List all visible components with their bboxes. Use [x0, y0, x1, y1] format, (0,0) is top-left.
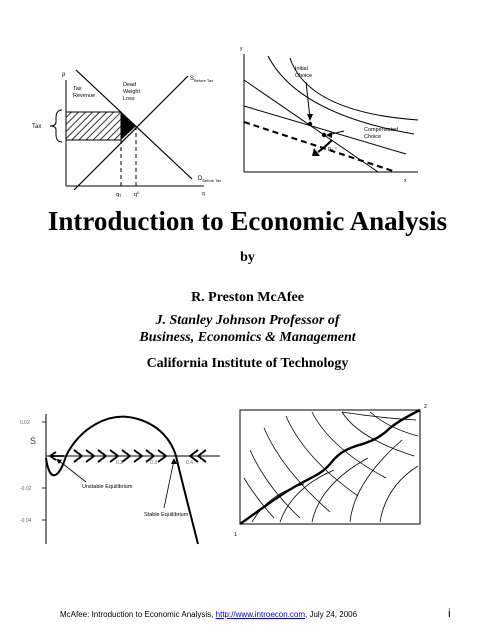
tax-label: Tax	[32, 124, 42, 130]
indiff-axis-x: x	[404, 178, 407, 184]
byline: by	[240, 250, 255, 265]
contract-curve-diagram	[230, 398, 440, 540]
footer-url-link[interactable]: http://www.introecon.com	[215, 610, 306, 619]
footer-prefix: McAfee: Introduction to Economic Analysis,	[60, 610, 214, 619]
contract-label-top: 2	[424, 404, 428, 410]
author-name: R. Preston McAfee	[191, 290, 304, 305]
phase-arrow-left	[50, 452, 64, 460]
tax-revenue-area	[66, 112, 121, 140]
indifference-diagram	[228, 42, 428, 188]
tax-revenue-label-1: Tax	[73, 86, 82, 92]
initial-choice-point	[308, 122, 312, 126]
phase-ytick-top: 0.02	[20, 420, 30, 426]
contract-curve	[240, 410, 420, 524]
indifference-curves-2	[252, 412, 418, 522]
dwl-label-1: Dead	[123, 82, 137, 88]
compensated-choice-point	[322, 133, 326, 137]
dwl-label-2: Weight	[123, 89, 141, 95]
document-title: Introduction to Economic Analysis	[47, 206, 448, 236]
demand-label: $D_{Before Tax}$	[198, 176, 222, 183]
unstable-pointer	[58, 460, 86, 482]
phase-ytick-bot: -0.04	[20, 518, 32, 524]
page-number: i	[448, 606, 451, 620]
compensated-choice-label-2: Choice	[364, 134, 382, 140]
qt-label: qT	[116, 192, 122, 198]
author-position-line-2: Business, Economics & Management	[139, 330, 356, 345]
dwl-label-3: Loss	[123, 96, 135, 102]
phase-xtick-1: 0.2	[116, 460, 123, 466]
initial-choice-arrow	[306, 82, 310, 118]
stable-label: Stable Equilibrium	[144, 512, 189, 518]
phase-ytick-mid: -0.02	[20, 486, 32, 492]
initial-choice-label-2: Choice	[295, 73, 313, 79]
supply-label: $S_{Before Tax}$	[190, 76, 214, 83]
contract-label-bottom: 1	[234, 532, 238, 538]
footer-suffix: , July 24, 2006	[305, 610, 358, 619]
phase-xtick-2: 0.3	[150, 460, 157, 466]
phase-xtick-3: 0.4	[186, 460, 193, 466]
phase-diagram	[20, 412, 220, 544]
initial-choice-label-1: Initial	[295, 66, 308, 72]
tax-diagram	[32, 66, 222, 198]
compensated-choice-label-1: Compensated	[364, 127, 399, 133]
phase-curve	[46, 417, 198, 544]
tax-axis-p: p	[62, 72, 66, 78]
stable-pointer	[164, 460, 174, 508]
qstar-label: $q^0$	[134, 190, 140, 198]
indiff-axis-y: y	[240, 46, 243, 52]
author-position-line-1: J. Stanley Johnson Professor of	[155, 313, 340, 328]
phase-ylabel: Ṡ	[30, 436, 37, 446]
px-arrow-label: px ↑	[328, 146, 338, 152]
institution: California Institute of Technology	[146, 356, 349, 371]
unstable-pointer-head	[56, 459, 62, 464]
tax-axis-q: q	[202, 191, 205, 197]
unstable-label: Unstable Equilibrium	[82, 484, 133, 490]
initial-choice-arrowhead	[307, 114, 313, 121]
footer	[60, 610, 357, 619]
tax-brace	[50, 110, 62, 142]
indifference-curve-1	[268, 56, 414, 134]
tax-revenue-label-2: Revenue	[73, 93, 96, 99]
